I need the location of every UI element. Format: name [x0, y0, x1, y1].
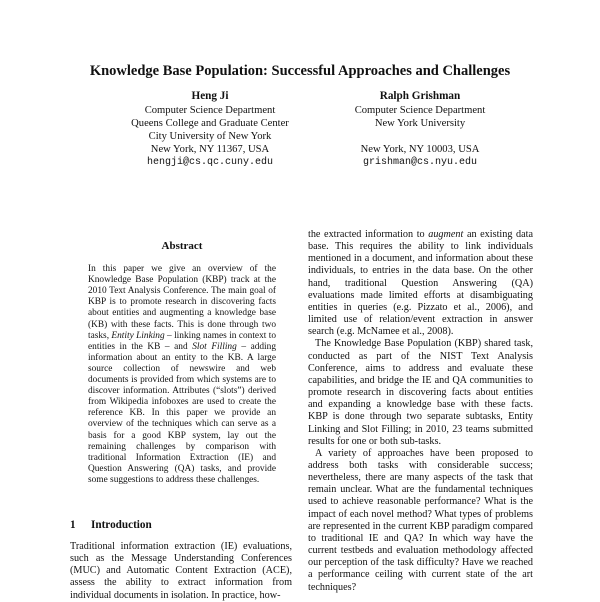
author-affiliation-line: New York University	[374, 118, 466, 129]
author-affiliation-line: New York, NY 11367, USA	[150, 144, 270, 155]
abstract-heading: Abstract	[161, 240, 203, 252]
introduction-body: Traditional information extraction (IE) evaluations, such as the Message Understanding Conferences (MUC) and Automatic Content Extraction (ACE), assess the ability to extract information from individual documents in isolation. In practice, how-	[70, 541, 292, 601]
abstract-text: In this paper we give an overview of the Knowledge Base Population (KBP) track at the 2010 Text Analysis Conference. The main goal of KBP is to promote research in discovering facts about entities and augmenting a knowledge base (KB) with these facts. This is done through two tasks,	[88, 264, 276, 341]
section-heading-introduction	[70, 519, 152, 531]
author-name: Heng Ji	[191, 90, 229, 102]
author-affiliation-line: City University of New York	[148, 131, 272, 142]
right-column-body	[308, 229, 533, 594]
author-block-1	[90, 90, 330, 169]
section-number: 1	[70, 519, 76, 531]
author-block-2	[300, 90, 540, 169]
abstract-text: – linking names in context to entities in the KB – and	[88, 330, 276, 352]
author-email: grishman@cs.nyu.edu	[362, 157, 478, 168]
section-title: Introduction	[91, 519, 152, 531]
author-email: hengji@cs.qc.cuny.edu	[146, 157, 274, 168]
paper-title: Knowledge Base Population: Successful Approaches and Challenges	[89, 63, 511, 79]
abstract-term-slot-filling: Slot Filling	[192, 341, 237, 352]
author-name: Ralph Grishman	[379, 90, 461, 102]
author-affiliation-line: New York, NY 10003, USA	[360, 144, 480, 155]
paragraph: A variety of approaches have been proposed to address both tasks with considerable success; nevertheless, there are many aspects of the task that remain unclear. What are the fundamental techniques used to achieve reasonable performance? What is the impact of each novel method? What types of problems are represented in the current KBP paradigm compared to traditional IE and QA? In which way have the current testbeds and evaluation methodology affected our perception of the task difficulty? Have we reached a performance ceiling with current state of the art techniques?	[308, 447, 533, 593]
paragraph-text: the extracted information to	[308, 229, 429, 240]
abstract-text: – adding information about an entity to the KB. A large source collection of newswire and web documents is provided from which systems are to discover information. Attributes (“slots”) derived from Wikipedia infoboxes are used to create the reference KB. In this paper we provide an overview of the techniques which can serve as a basis for a good KBP system, lay out the remaining challenges by comparison with traditional Information Extraction (IE) and Question Answering (QA) tasks, and provide some suggestions to address these challenges.	[88, 341, 277, 485]
abstract-term-entity-linking: Entity Linking	[111, 330, 165, 341]
author-affiliation-line: Queens College and Graduate Center	[131, 118, 289, 129]
author-affiliation-line	[300, 130, 540, 143]
emphasis-augment: augment	[428, 229, 464, 240]
abstract-body	[88, 264, 276, 486]
abstract-section	[88, 241, 276, 486]
paragraph-text: an existing data base. This requires the ability to link individuals mentioned in a document, and information about these individuals, to entries in the data base. On the other hand, traditional Question Answering (QA) evaluations made limited efforts at disambiguating entities in queries (e.g. Pizzato et al., 2006), and limited use of relation/event extraction in answer search (e.g. McNamee et al., 2008).	[308, 229, 533, 338]
paragraph: The Knowledge Base Population (KBP) shared task, conducted as part of the NIST Text Analysis Conference, aims to address and evaluate these capabilities, and bridge the IE and QA communities to promote research in discovering facts about entities and expanding a knowledge base with these facts. KBP is done through two separate subtasks, Entity Linking and Slot Filling; in 2010, 23 teams submitted results for one or both sub-tasks.	[308, 338, 533, 447]
paragraph	[308, 229, 533, 338]
author-affiliation-line: Computer Science Department	[144, 105, 276, 116]
right-column	[308, 229, 533, 594]
author-affiliation-line: Computer Science Department	[354, 105, 486, 116]
